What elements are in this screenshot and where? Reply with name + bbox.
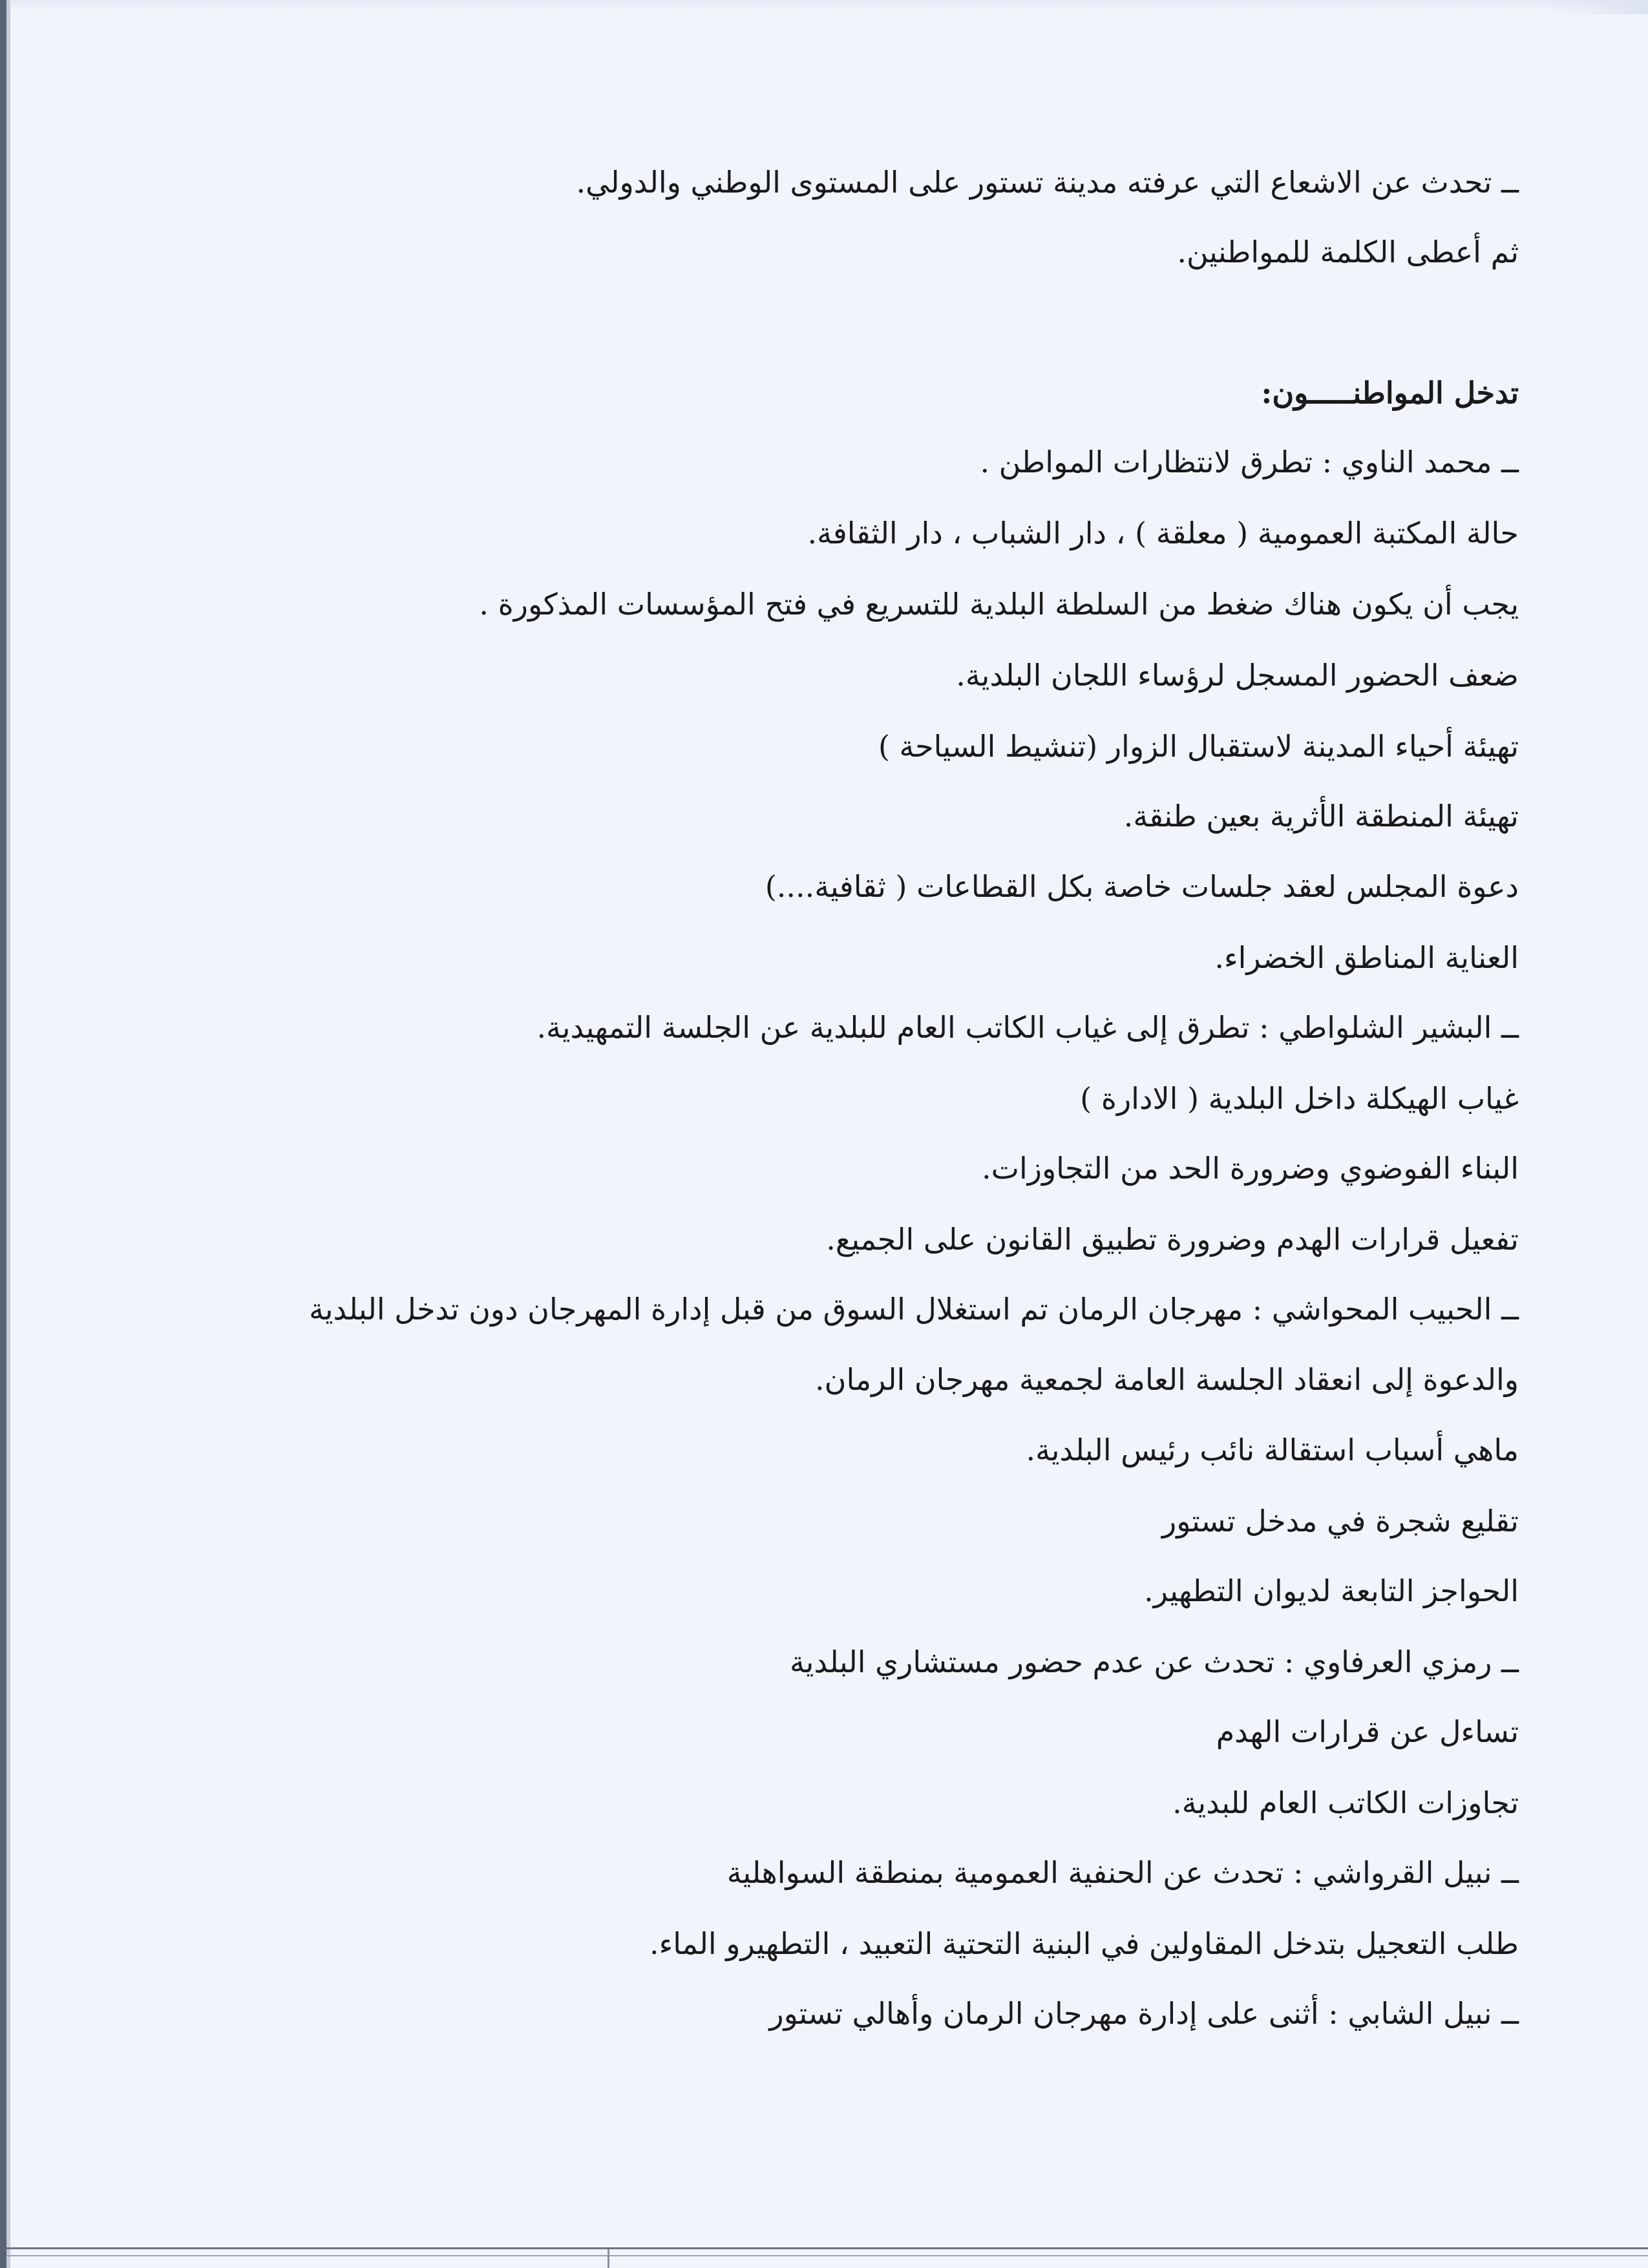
text-line-10: دعوة المجلس لعقد جلسات خاصة بكل القطاعات ( ثقافية....) [765,869,1519,904]
text-line-17: والدعوة إلى انعقاد الجلسة العامة لجمعية مهرجان الرمان. [815,1362,1519,1397]
text-line-20: الحواجز التابعة لديوان التطهير. [1144,1573,1519,1608]
scan-bottom-edge [6,2247,1648,2249]
text-line-7: ضعف الحضور المسجل لرؤساء اللجان البلدية. [956,658,1519,693]
text-line-18: ماهي أسباب استقالة نائب رئيس البلدية. [1026,1433,1519,1467]
text-line-22: تساءل عن قرارات الهدم [1216,1714,1519,1749]
text-line-1: ــ تحدث عن الاشعاع التي عرفته مدينة تستور على المستوى الوطني والدولي. [576,165,1519,200]
scan-edge-left [0,0,6,2268]
scan-bottom-edge-2 [6,2255,1648,2256]
text-line-4: ــ محمد الناوي : تطرق لانتظارات المواطن . [980,445,1519,479]
text-line-6: يجب أن يكون هناك ضغط من السلطة البلدية للتسريع في فتح المؤسسات المذكورة . [479,587,1519,622]
text-line-11: العناية المناطق الخضراء. [1214,940,1519,975]
text-line-9: تهيئة المنطقة الأثرية بعين طنقة. [1123,799,1519,834]
text-line-2: ثم أعطى الكلمة للمواطنين. [1177,235,1519,269]
text-line-5: حالة المكتبة العمومية ( معلقة ) ، دار الشباب ، دار الثقافة. [807,516,1519,551]
text-line-21: ــ رمزي العرفاوي : تحدث عن عدم حضور مستشاري البلدية [789,1644,1519,1679]
text-line-13: غياب الهيكلة داخل البلدية ( الادارة ) [1080,1081,1519,1116]
text-line-23: تجاوزات الكاتب العام للبدية. [1172,1785,1519,1820]
text-line-26: ــ نبيل الشابي : أثنى على إدارة مهرجان الرمان وأهالي تستور [769,1996,1519,2031]
text-line-15: تفعيل قرارات الهدم وضرورة تطبيق القانون على الجميع. [826,1222,1519,1257]
scan-edge-left-inner [6,0,10,2268]
scan-bottom-tick [607,2249,609,2268]
text-line-12: ــ البشير الشلواطي : تطرق إلى غياب الكاتب العام للبلدية عن الجلسة التمهيدية. [536,1010,1519,1045]
text-line-24: ــ نبيل القرواشي : تحدث عن الحنفية العمومية بمنطقة السواهلية [726,1855,1519,1890]
text-line-14: البناء الفوضوي وضرورة الحد من التجاوزات. [982,1151,1519,1186]
scan-shadow-top [0,0,1648,12]
document-page [194,142,1519,2113]
text-line-19: تقليع شجرة في مدخل تستور [1162,1504,1519,1538]
scan-corner-shadow [1551,0,1648,14]
text-line-16: ــ الحبيب المحواشي : مهرجان الرمان تم استغلال السوق من قبل إدارة المهرجان دون تدخل البلدية [309,1292,1519,1327]
text-line-8: تهيئة أحياء المدينة لاستقبال الزوار (تنشيط السياحة ) [878,729,1519,764]
section-heading-citizens: تدخل المواطنـــــون: [1261,375,1519,410]
text-line-25: طلب التعجيل بتدخل المقاولين في البنية التحتية التعبيد ، التطهيرو الماء. [649,1926,1519,1961]
